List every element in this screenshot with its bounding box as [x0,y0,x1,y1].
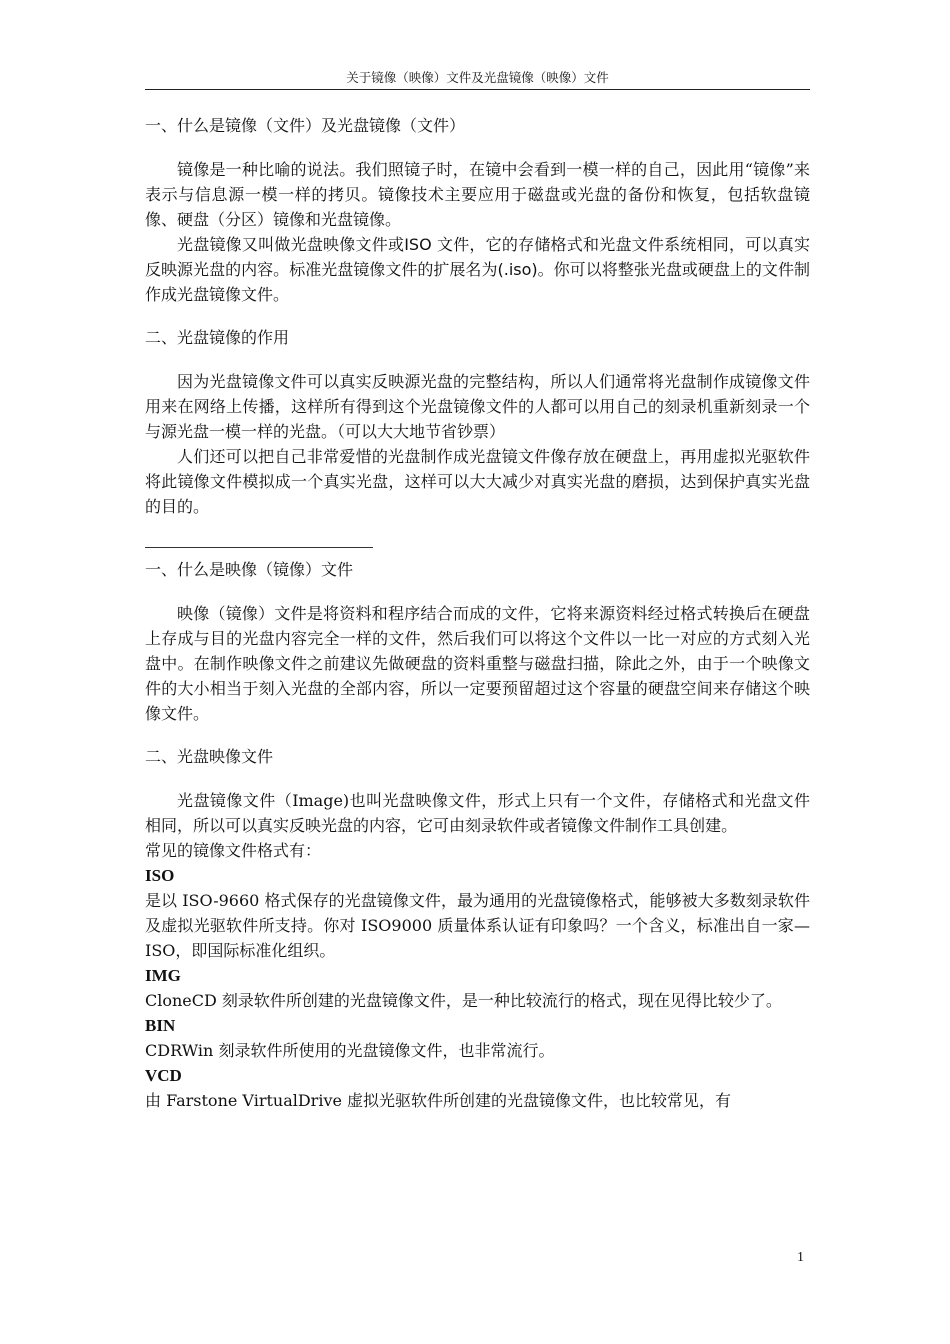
emphasis-text: 存储格式 [662,791,729,810]
emphasis-text: 光盘映像文件 [290,235,388,254]
emphasis-text: 映像（镜像）文件 [177,604,307,623]
format-description [145,1088,810,1113]
text-run: 可以 [306,372,340,391]
text-run: 是以 ISO-9660 格式保存的光盘镜像文件， [145,891,457,910]
text-run: ，然后我们可以将这个文件以一比一对应的方式刻入光盘中。在制作映像文件之前建议先做硬盘的资料重整与磁盘扫描，除此之外，由于 [145,629,810,673]
text-run: ，它可由 [401,816,466,835]
emphasis-text: 存储格式和光盘文件系统相同 [518,235,730,254]
text-run: ，可以 [729,235,778,254]
text-run: 转换后在 [712,604,778,623]
section-heading-4: 二、光盘映像文件 [145,747,274,766]
emphasis-text: 软盘镜像、硬盘（分区）镜像和光盘镜像 [145,185,810,229]
text-run: 创建。 [689,816,738,835]
text-run: 人们还可以把自己非常爱惜的光盘制作成 [177,447,470,466]
format-name: VCD [145,1066,182,1085]
paragraph [145,601,810,726]
emphasis-text: 光盘镜文件 [469,447,551,466]
emphasis-text: 镜像 [752,160,786,179]
text-run: 由 Farstone VirtualDrive 虚拟光驱软件所创建的光盘镜像文件，也比较常见，有 [145,1091,732,1110]
emphasis-text: 真实反映源光盘的完整结构 [339,372,535,391]
text-run: 而成的文件，它将 [452,604,583,623]
emphasis-text: 刻录软件或者镜像文件制作工具 [465,816,690,835]
page-number: 1 [797,1250,804,1265]
format-description [145,988,810,1013]
text-run: 和光盘文件相同，所以可以 [145,791,810,835]
text-run: 的扩展名为 [417,260,498,279]
emphasis-text: 减少对真实光盘的磨损 [501,472,665,491]
text-run: 。 [273,260,290,279]
section-heading-3: 一、什么是映像（镜像）文件 [145,560,354,579]
list-intro: 常见的镜像文件格式有： [145,841,322,860]
text-run: 又叫做 [241,235,291,254]
emphasis-text: 来源资料 [582,604,648,623]
paragraph [145,788,810,838]
text-run: ，这样可以大大 [388,472,502,491]
emphasis-text: 格式 [680,604,713,623]
text-run: ，所以一定要预留超过这个容量的硬盘空间来存储这个映像文件。 [145,679,810,723]
emphasis-text: 虚拟光驱软件 [712,447,810,466]
format-list [145,863,810,1113]
text-run: ，达到保护真实光盘的目的。 [145,472,810,516]
section-heading-1: 一、什么是镜像（文件）及光盘镜像（文件） [145,116,466,135]
format-description [145,888,810,963]
format-name: BIN [145,1016,176,1035]
text-run: ，能够被大多数 [633,891,746,910]
text-run: （Image)也叫 [275,791,383,810]
emphasis-text: 最为通用的光盘镜像格式 [457,891,634,910]
emphasis-text: 光盘映像文件 [382,791,482,810]
emphasis-text: 镜像文件模拟成一个真实光盘 [177,472,389,491]
text-run: CloneCD 刻录软件所创建的光盘镜像文件，是一种比较流行的格式，现在见得比较少了。 [145,991,782,1010]
text-run: 经过 [647,604,681,623]
text-run: 是将 [306,604,340,623]
emphasis-text: 将整张光盘或硬盘上的文件制作成光盘镜像文件 [145,260,810,304]
emphasis-text: 一个文件 [580,791,646,810]
page-header: 关于镜像（映像）文件及光盘镜像（映像）文件 [145,69,810,90]
separator-rule [145,547,373,548]
text-run: ，形式上只有 [481,791,581,810]
format-name: IMG [145,966,181,985]
text-run: 。 [273,285,290,304]
paragraph [145,157,810,232]
text-run: 。（可以大大地节省钞票） [321,422,506,441]
text-run: ， [645,791,663,810]
emphasis-text: 应用于磁盘或光盘的备份和恢复 [477,185,711,204]
emphasis-text: 与目的光盘内容完全一样的文件 [193,629,421,648]
emphasis-text: 将光盘制作成镜像文件 [647,372,810,391]
emphasis-text: 标准光盘镜像文件 [289,260,418,279]
emphasis-text: ISO 文件 [404,235,470,254]
text-run: 或 [387,235,405,254]
emphasis-text: 资料和程序结合 [339,604,453,623]
text-run: 。 [385,210,402,229]
text-run: 是一种比喻的说法。我们照镜子时，在镜中会看到一模一样的自己，因此用“ [209,160,753,179]
text-run: 。你可以 [537,260,602,279]
format-name: ISO [145,866,175,885]
text-run: ”来表示与信息源一模一样的拷贝。镜像技术主要 [145,160,810,204]
emphasis-text: 真实反映光盘的内容 [257,816,402,835]
text-run: ，包括 [710,185,761,204]
emphasis-text: 刻录软件及虚拟光驱软件 [145,891,810,935]
emphasis-text: 真实反映源光盘的内容 [145,235,810,279]
format-description [145,1038,810,1063]
emphasis-text: 镜像 [177,160,210,179]
document-body [145,112,810,1113]
text-run: 因为 [177,372,210,391]
text-run: CDRWin 刻录软件所使用的光盘镜像文件，也非常流行。 [145,1041,555,1060]
text-run: 将此 [145,472,178,491]
emphasis-text: (.iso) [497,260,538,279]
emphasis-text: 一个映像文件的大小相当于刻入光盘的全部内容 [145,654,810,698]
text-run: ，它的 [469,235,519,254]
emphasis-text: 硬盘 [777,604,810,623]
text-run: ，所以人们通常 [534,372,648,391]
paragraph [145,444,810,519]
text-run: 所支持。你对 ISO9000 质量体系认证有印象吗？一个含义，标准出自一家—ISO，即国际标准化组织。 [145,916,810,960]
emphasis-text: 重新刻录一个与源光盘一模一样的光盘 [145,397,810,441]
emphasis-text: 光盘镜像文件 [177,791,276,810]
emphasis-text: 光盘镜像 [177,235,242,254]
text-run: 上存成 [145,629,194,648]
emphasis-text: 光盘镜像文件 [209,372,307,391]
paragraph [145,232,810,307]
text-run: 用来在网络上传播，这样所有得到这个光盘镜像文件的人都可以用自己的刻录机 [145,397,713,416]
text-run: 像存放在硬盘上，再用 [550,447,713,466]
paragraph [145,369,810,444]
section-heading-2: 二、光盘镜像的作用 [145,328,290,347]
